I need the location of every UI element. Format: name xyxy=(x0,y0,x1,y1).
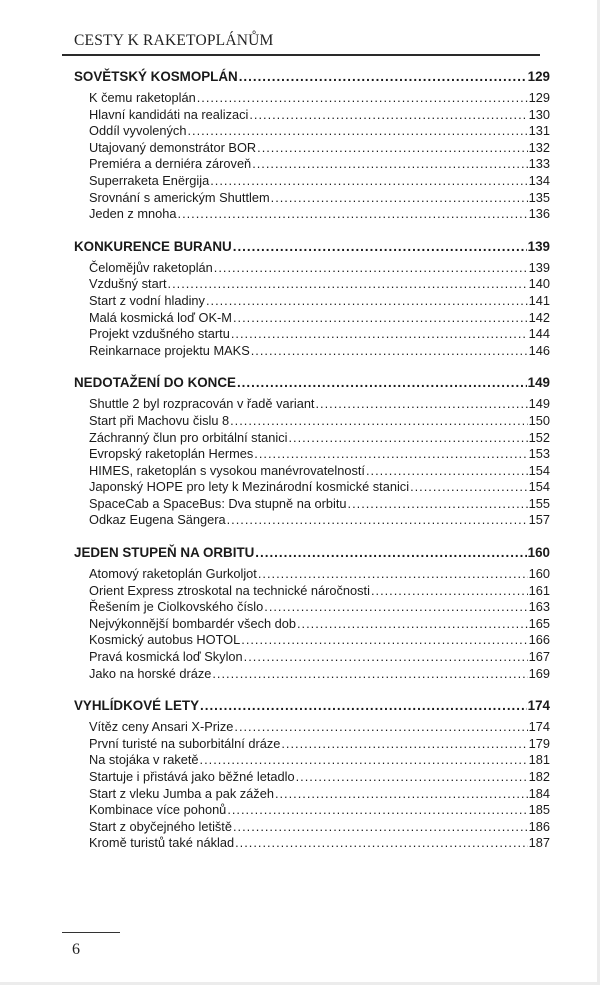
toc-section xyxy=(74,544,550,682)
dot-leader xyxy=(231,326,528,343)
toc-entry-title: Na stojáka v raketě xyxy=(89,752,199,768)
toc-entry-title: Start z vleku Jumba a pak zážeh xyxy=(89,785,274,801)
toc-entry xyxy=(74,190,550,207)
toc-entry xyxy=(74,616,550,633)
chapter-heading-page-number: 129 xyxy=(527,69,550,84)
toc-entry-page-number: 153 xyxy=(528,446,550,462)
toc-entry xyxy=(74,496,550,513)
footer-rule xyxy=(62,932,120,933)
toc-entry xyxy=(74,343,550,360)
toc-entry-page-number: 166 xyxy=(528,632,550,648)
toc-entry-page-number: 130 xyxy=(528,106,550,122)
toc-entry xyxy=(74,276,550,293)
toc-entry xyxy=(74,326,550,343)
dot-leader xyxy=(297,616,528,633)
dot-leader xyxy=(410,479,528,496)
dot-leader xyxy=(233,819,528,836)
toc-entry xyxy=(74,512,550,529)
chapter-heading xyxy=(74,544,550,561)
toc-entry-title: Start z obyčejného letiště xyxy=(89,818,232,834)
toc-entry-page-number: 152 xyxy=(528,429,550,445)
chapter-heading-title: JEDEN STUPEŇ NA ORBITU xyxy=(74,545,255,561)
toc-entry-title: Kombinace více pohonů xyxy=(89,802,227,818)
dot-leader xyxy=(233,310,528,327)
toc-entry-page-number: 185 xyxy=(528,802,550,818)
dot-leader xyxy=(264,599,527,616)
dot-leader xyxy=(233,238,527,255)
toc-entry-page-number: 169 xyxy=(528,665,550,681)
toc-entry xyxy=(74,632,550,649)
header-rule xyxy=(62,54,540,56)
toc-entry-page-number: 160 xyxy=(528,566,550,582)
dot-leader xyxy=(316,396,528,413)
dot-leader xyxy=(212,666,527,683)
dot-leader xyxy=(281,736,527,753)
dot-leader xyxy=(227,802,527,819)
toc-entry-page-number: 179 xyxy=(528,735,550,751)
toc-entry-title: SpaceCab a SpaceBus: Dva stupně na orbitu xyxy=(89,495,347,511)
toc-entry xyxy=(74,123,550,140)
toc-entry-title: Jako na horské dráze xyxy=(89,665,212,681)
dot-leader xyxy=(187,123,527,140)
dot-leader xyxy=(366,463,528,480)
toc-entry-page-number: 131 xyxy=(528,123,550,139)
toc-entry-title: K čemu raketoplán xyxy=(89,90,196,105)
toc-entry-page-number: 182 xyxy=(528,769,550,784)
toc-entry-title: Řešením je Ciolkovského číslo xyxy=(89,599,264,615)
dot-leader xyxy=(239,68,527,85)
toc-entry xyxy=(74,819,550,836)
toc-entry xyxy=(74,90,550,107)
dot-leader xyxy=(249,107,527,124)
toc-entry-page-number: 154 xyxy=(528,462,550,478)
dot-leader xyxy=(252,156,527,173)
toc-entry-page-number: 167 xyxy=(528,649,550,665)
dot-leader xyxy=(227,512,528,529)
toc-section xyxy=(74,374,550,529)
toc-entry xyxy=(74,736,550,753)
toc-entry-title: Vzdušný start xyxy=(89,276,167,292)
dot-leader xyxy=(241,632,527,649)
toc-entry-title: Vítěz ceny Ansari X-Prize xyxy=(89,719,234,735)
dot-leader xyxy=(200,752,528,769)
toc-entry-title: Evropský raketoplán Hermes xyxy=(89,446,254,462)
toc-entry-title: Shuttle 2 byl rozpracován v řadě variant xyxy=(89,396,315,412)
dot-leader xyxy=(275,786,528,803)
toc-entry xyxy=(74,107,550,124)
dot-leader xyxy=(210,173,527,190)
toc-entry-title: Nejvýkonnější bombardér všech dob xyxy=(89,615,296,631)
toc-entry-title: Projekt vzdušného startu xyxy=(89,326,230,342)
dot-leader xyxy=(206,293,528,310)
toc-entry-page-number: 141 xyxy=(528,292,550,308)
toc-entry-page-number: 139 xyxy=(528,259,550,275)
toc-entry xyxy=(74,786,550,803)
toc-section xyxy=(74,697,550,852)
toc-entry xyxy=(74,413,550,430)
chapter-heading-page-number: 149 xyxy=(527,375,550,391)
toc-entry-page-number: 174 xyxy=(528,719,550,735)
toc-entry xyxy=(74,479,550,496)
dot-leader xyxy=(271,190,528,207)
toc-entry-page-number: 186 xyxy=(528,818,550,834)
toc-entry-title: Odkaz Eugena Sängera xyxy=(89,512,226,528)
toc-section xyxy=(74,238,550,360)
dot-leader xyxy=(178,206,528,223)
dot-leader xyxy=(251,343,528,360)
chapter-heading-title: NEDOTAŽENÍ DO KONCE xyxy=(74,375,236,391)
chapter-heading-title: KONKURENCE BURANU xyxy=(74,238,232,254)
toc-entry-page-number: 135 xyxy=(528,189,550,205)
toc-entry-page-number: 155 xyxy=(528,495,550,511)
dot-leader xyxy=(214,260,528,277)
chapter-heading xyxy=(74,374,550,391)
chapter-heading xyxy=(74,68,550,85)
dot-leader xyxy=(244,649,528,666)
toc-entry-title: Start při Machovu čislu 8 xyxy=(89,412,230,428)
dot-leader xyxy=(235,835,528,852)
toc-entry-title: Kosmický autobus HOTOL xyxy=(89,632,241,648)
toc-entry xyxy=(74,463,550,480)
toc-entry-page-number: 136 xyxy=(528,206,550,222)
dot-leader xyxy=(237,374,527,391)
dot-leader xyxy=(288,430,527,447)
toc-entry-title: Reinkarnace projektu MAKS xyxy=(89,342,250,358)
dot-leader xyxy=(255,544,526,561)
toc-entry-page-number: 140 xyxy=(528,276,550,292)
toc-entry-page-number: 129 xyxy=(528,90,550,105)
toc-entry-page-number: 142 xyxy=(528,309,550,325)
toc-entry xyxy=(74,206,550,223)
toc-entry-page-number: 132 xyxy=(528,139,550,155)
chapter-heading-title: SOVĚTSKÝ KOSMOPLÁN xyxy=(74,69,238,84)
toc-entry xyxy=(74,310,550,327)
running-head: CESTY K RAKETOPLÁNŮM xyxy=(74,32,274,49)
dot-leader xyxy=(230,413,528,430)
toc-entry xyxy=(74,583,550,600)
dot-leader xyxy=(168,276,528,293)
toc-entry xyxy=(74,156,550,173)
toc-entry-title: Atomový raketoplán Gurkoljot xyxy=(89,566,257,582)
toc-entry-title: Čelomějův raketoplán xyxy=(89,259,213,275)
toc-entry xyxy=(74,835,550,852)
toc-entry xyxy=(74,769,550,786)
toc-entry xyxy=(74,802,550,819)
toc-entry xyxy=(74,752,550,769)
toc-entry-page-number: 157 xyxy=(528,512,550,528)
chapter-heading xyxy=(74,238,550,255)
toc-entry xyxy=(74,446,550,463)
toc-entry-page-number: 146 xyxy=(528,342,550,358)
toc-entry-title: Superraketa Enërgija xyxy=(89,172,210,188)
toc-entry xyxy=(74,396,550,413)
chapter-heading-page-number: 174 xyxy=(527,698,550,714)
dot-leader xyxy=(296,769,528,786)
toc-entry xyxy=(74,430,550,447)
toc-entry xyxy=(74,140,550,157)
toc-entry-title: Pravá kosmická loď Skylon xyxy=(89,649,243,665)
toc-entry-title: Kromě turistů také náklad xyxy=(89,835,235,851)
toc-entry-title: Utajovaný demonstrátor BOR xyxy=(89,139,257,155)
toc-entry xyxy=(74,666,550,683)
chapter-heading-page-number: 139 xyxy=(527,238,550,254)
toc-entry-page-number: 133 xyxy=(528,156,550,172)
dot-leader xyxy=(200,697,527,714)
toc-entry xyxy=(74,293,550,310)
toc-entry-page-number: 144 xyxy=(528,326,550,342)
dot-leader xyxy=(197,90,528,107)
toc-entry-page-number: 163 xyxy=(528,599,550,615)
toc-entry-title: Oddíl vyvolených xyxy=(89,123,187,139)
table-of-contents xyxy=(74,68,550,867)
toc-entry xyxy=(74,260,550,277)
toc-entry xyxy=(74,566,550,583)
toc-entry-title: Premiéra a derniéra zároveň xyxy=(89,156,252,172)
dot-leader xyxy=(371,583,528,600)
toc-entry-title: Jeden z mnoha xyxy=(89,206,177,222)
toc-entry-title: Malá kosmická loď OK-M xyxy=(89,309,232,325)
toc-entry-title: Hlavní kandidáti na realizaci xyxy=(89,106,249,122)
toc-entry-title: Startuje i přistává jako běžné letadlo xyxy=(89,769,295,784)
toc-entry-page-number: 154 xyxy=(528,479,550,495)
dot-leader xyxy=(258,566,528,583)
dot-leader xyxy=(234,719,527,736)
toc-entry xyxy=(74,649,550,666)
toc-entry-page-number: 187 xyxy=(528,835,550,851)
chapter-heading-title: VYHLÍDKOVÉ LETY xyxy=(74,698,199,714)
toc-entry-title: Záchranný člun pro orbitální stanici xyxy=(89,429,288,445)
dot-leader xyxy=(254,446,527,463)
toc-entry-title: Japonský HOPE pro lety k Mezinárodní kosmické stanici xyxy=(89,479,410,495)
toc-entry-page-number: 161 xyxy=(528,582,550,598)
toc-entry-page-number: 184 xyxy=(528,785,550,801)
dot-leader xyxy=(257,140,528,157)
page-number: 6 xyxy=(72,941,80,958)
chapter-heading-page-number: 160 xyxy=(527,545,550,561)
toc-entry-page-number: 150 xyxy=(528,412,550,428)
toc-entry-title: Start z vodní hladiny xyxy=(89,292,205,308)
toc-entry-page-number: 134 xyxy=(528,172,550,188)
chapter-heading xyxy=(74,697,550,714)
toc-entry-title: První turisté na suborbitální dráze xyxy=(89,735,281,751)
toc-entry xyxy=(74,173,550,190)
toc-entry-title: HIMES, raketoplán s vysokou manévrovatelností xyxy=(89,462,365,478)
toc-entry-page-number: 149 xyxy=(528,396,550,412)
toc-entry xyxy=(74,719,550,736)
dot-leader xyxy=(348,496,528,513)
toc-section xyxy=(74,68,550,223)
toc-entry-title: Orient Express ztroskotal na technické náročnosti xyxy=(89,582,370,598)
toc-entry xyxy=(74,599,550,616)
toc-entry-page-number: 165 xyxy=(528,615,550,631)
toc-entry-page-number: 181 xyxy=(528,752,550,768)
toc-entry-title: Srovnání s americkým Shuttlem xyxy=(89,189,270,205)
